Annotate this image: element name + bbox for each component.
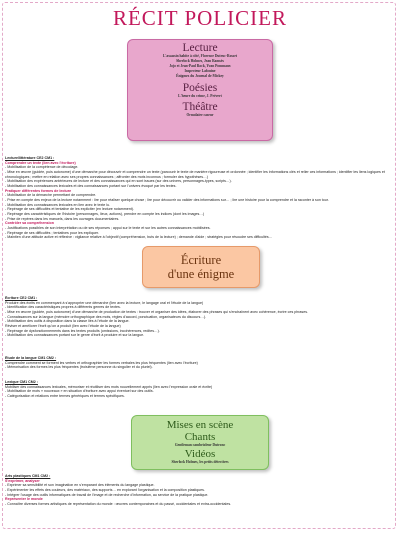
- song-title: Gentleman cambrioleur Dutronc: [174, 443, 226, 447]
- section-ecriture: [5, 296, 395, 338]
- sub-text: Réviser et améliorer l'écrit qu'on a produit (lien avec l'étude de la langue): [5, 323, 121, 328]
- box-heading-poesies: Poésies: [182, 82, 218, 94]
- resources-box-lecture: [127, 39, 273, 141]
- box-heading-chants: Chants: [184, 431, 216, 443]
- text-line: - Repérage de ses difficultés et tentative de les expliciter (en lecture notamment).: [5, 207, 134, 212]
- box-heading-lecture: Lecture: [182, 42, 218, 54]
- text-line: - Mise en œuvre (guidée, puis autonome) d'une démarche pour découvrir et comprendre un texte (parcourir le texte de manière rigoureuse et ordonnée ; identifier les informations clés et relier ces informations ; identifier les liens logiques et chronologiques ; mettre en relation avec ses propres connaissances ; affronter des mots inconnus ; formuler des hypothèses…): [5, 169, 385, 179]
- box-heading-mises-en-scene: Mises en scène: [166, 419, 234, 431]
- text-line: - Repérage de dysfonctionnements dans les textes produits (omissions, incohérences, redites…).: [5, 328, 160, 333]
- text-line: - Intégrer l'usage des outils informatiques de travail de l'image et de recherche d'information, au service de la pratique plastique.: [5, 492, 209, 497]
- text-line: - Prise de repères dans les manuels, dans les ouvrages documentaires.: [5, 216, 120, 221]
- section-heading: Lexique CM1 CM2 :: [5, 380, 38, 384]
- text-line: - Mise en œuvre (guidée, puis autonome) d'une démarche de production de textes : trouver et organiser des idées, élaborer des phrases qui s'enchaînent avec cohérence, écrire ces phrases.: [5, 309, 309, 314]
- box-subheading-enigme: d'une énigme: [167, 267, 235, 281]
- text-line: - Repérage de ses difficultés ; tentatives pour les expliquer.: [5, 230, 100, 235]
- text-line: - Connaissances sur la langue (mémoire orthographique des mots, règles d'accord, ponctuation, organisateurs du discours…).: [5, 314, 207, 319]
- text-line: - Mobilisation de la démarche permettant de comprendre.: [5, 193, 97, 198]
- box-mises-en-scene: [131, 415, 269, 470]
- text-line: - Mobilisation des connaissances lexicales et des connaissances portant sur l'univers évoqué par les textes.: [5, 183, 177, 188]
- book-title-5: Énigmes du Journal de Mickey: [176, 74, 224, 78]
- text-line: - Repérage des caractéristiques de l'histoire (personnages, lieux, actions), prendre en compte les indices (dont les images…): [5, 211, 205, 216]
- book-title-2: Sherlock Holmes, Jean Ramsès: [176, 59, 224, 63]
- play-title: Ormolaire caseur: [186, 113, 214, 117]
- sub-heading: S'exprimer, analyser: [5, 478, 40, 483]
- text-line: - Mobilisation des connaissances lexicales en lien avec le texte lu.: [5, 202, 111, 207]
- box-heading-ecriture: Écriture: [180, 253, 222, 267]
- text-line: - Prise en compte des enjeux de la lecture notamment : lire pour réaliser quelque chose ; lire pour découvrir ou valider des informations sur… ; lire une histoire pour la comprendre et la raconter à son tour.: [5, 197, 329, 202]
- text-line: - Identification des caractéristiques propres à différents genres de textes.: [5, 305, 121, 310]
- text-line: Comprendre comment se forment les verbes et orthographier les formes verbales les plus fréquentes (lien avec l'écriture): [5, 360, 198, 365]
- text-line: - Mobilisation des expériences antérieures de lecture et des connaissances qui en sont issues (sur des univers, personnages-types, scripts…).: [5, 179, 232, 184]
- box-ecriture: [142, 246, 260, 288]
- sub-heading: Représenter le monde: [5, 497, 43, 502]
- box-heading-theatre: Théâtre: [182, 101, 218, 113]
- sub-heading: Contrôler sa compréhension: [5, 221, 54, 226]
- text-line: - Expérimenter les effets des couleurs, des matériaux, des supports… en explorant l'organisation et la composition plastiques.: [5, 487, 205, 492]
- text-line: - Mobilisation de la compétence de décodage.: [5, 165, 79, 170]
- text-line: - Exprimer sa sensibilité et son imagination en s'emparant des éléments du langage plastique.: [5, 483, 155, 488]
- text-line: - Mémorisation des formes les plus fréquentes (troisième personne du singulier et du pluriel).: [5, 365, 153, 370]
- section-lecture: [5, 156, 395, 240]
- section-heading: Lecture/littérature CE2 CM1 :: [5, 156, 55, 160]
- book-title-1: L'assassin habite à côté, Florence Dutruc-Rosset: [163, 54, 237, 58]
- sub-heading: Pratiquer différentes formes de lecture: [5, 188, 72, 193]
- box-heading-videos: Vidéos: [184, 448, 216, 460]
- section-heading: Écriture CE2 CM1 :: [5, 296, 38, 300]
- book-title-3: Jojo et Jean-Paul Rock, Yvan Pommaux: [169, 64, 231, 68]
- section-lexique: [5, 380, 395, 399]
- book-title-4: Inspecteur Lafouine: [184, 69, 216, 73]
- text-line: - Mobilisation de mots « nouveaux » en situation d'écriture avec appui éventuel sur des outils.: [5, 389, 154, 394]
- text-line: - Catégorisation et relations entre termes génériques et termes spécifiques.: [5, 393, 125, 398]
- text-line: - Mobilisation des connaissances portant sur le genre d'écrit à produire et sur la langue.: [5, 333, 145, 338]
- text-line: - Mobilisation des outils à disposition dans la classe liés à l'étude de la langue.: [5, 319, 130, 324]
- text-line: - Justifications possibles de son interprétation ou de ses réponses ; appui sur le texte et sur les autres connaissances mobilisées.: [5, 225, 211, 230]
- sub-heading: Comprendre un texte (lien avec l'écriture): [5, 160, 76, 165]
- section-heading: Étude de la langue CM1 CM2 :: [5, 356, 57, 360]
- text-line: Mobiliser des connaissances lexicales, mémoriser et réutiliser des mots nouvellement appris (lien avec l'expression orale et écrite): [5, 384, 213, 389]
- page-title: RÉCIT POLICIER: [112, 6, 288, 30]
- poem-title: L'heure du crime, J. Prévert: [178, 94, 222, 98]
- text-line: - Maintien d'une attitude active et réflexive : vigilance relative à l'objectif (compréhension, buts de la lecture) ; demande d'aide ; stratégies pour résoudre ses difficultés…: [5, 235, 273, 240]
- video-title: Sherlock Holmes, les petits détectives: [171, 460, 229, 464]
- sub-text: Produire des écrits en commençant à s'approprier une démarche (lien avec la lecture, le langage oral et l'étude de la langue): [5, 300, 204, 305]
- section-heading: Arts plastiques CM1 CM2 :: [5, 474, 51, 478]
- text-line: - Connaître diverses formes artistiques de représentation du monde : œuvres contemporaines et du passé, occidentales et extra-occidentales.: [5, 501, 232, 506]
- section-etude-langue: [5, 356, 395, 370]
- section-arts-plastiques: [5, 474, 395, 507]
